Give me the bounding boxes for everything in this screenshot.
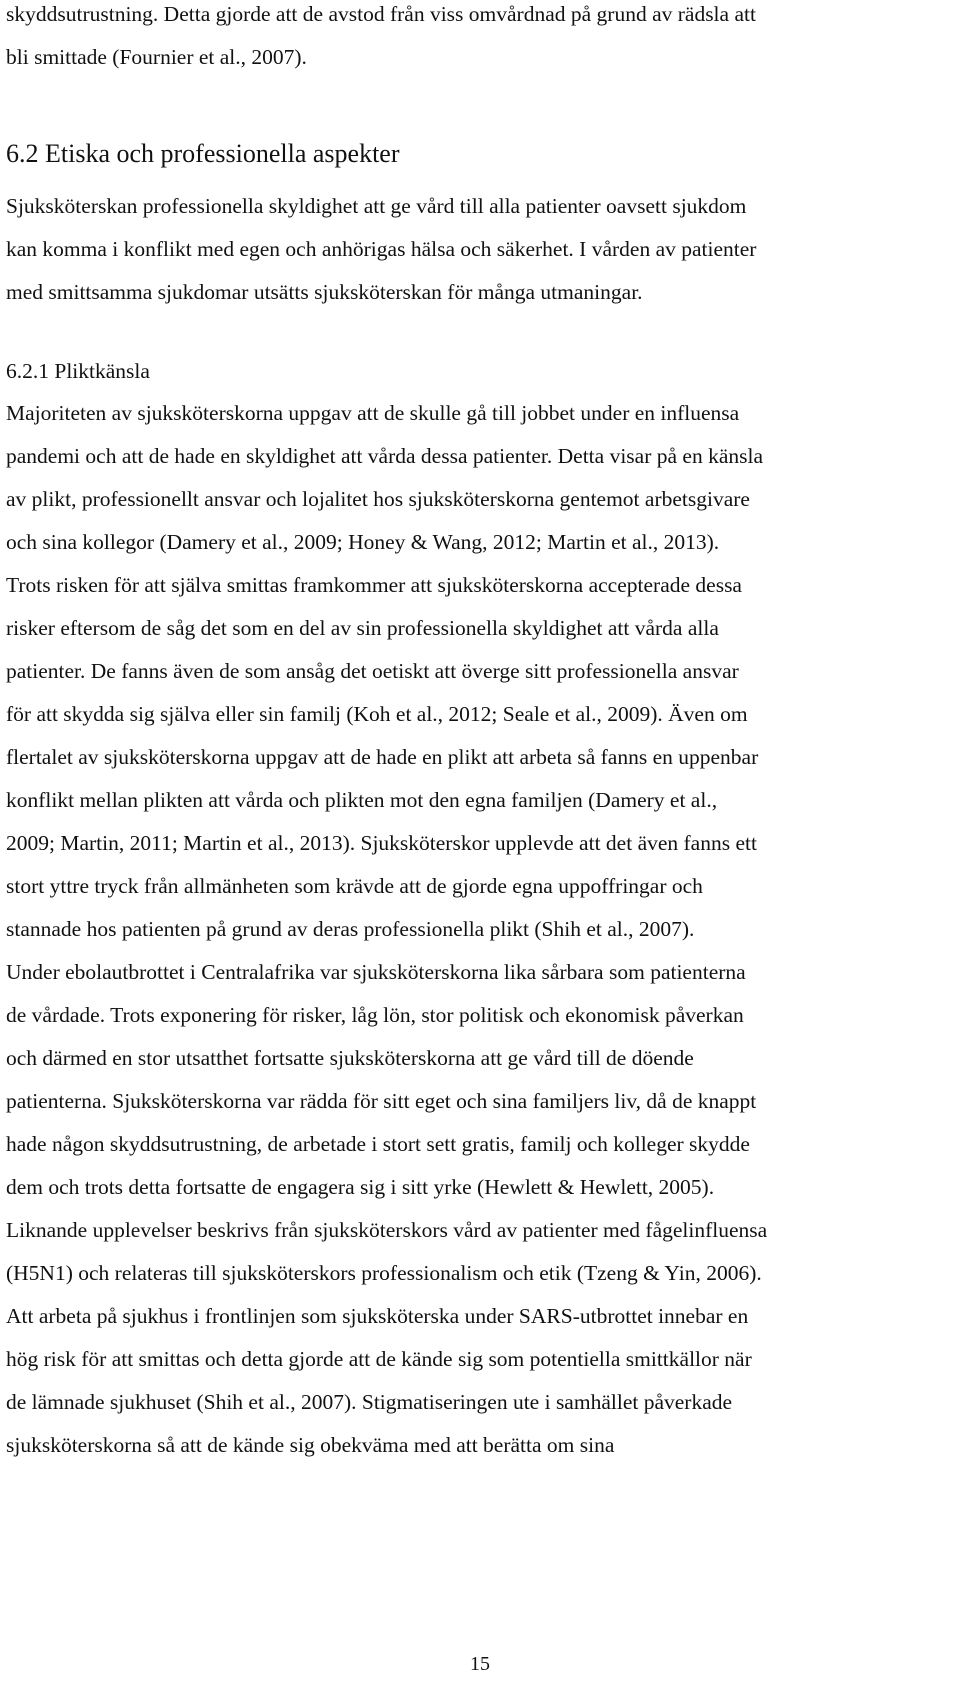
intro-line-2: bli smittade (Fournier et al., 2007). (6, 45, 307, 69)
body-line-24: de lämnade sjukhuset (Shih et al., 2007). Stigmatiseringen ute i samhället påverkade (6, 1390, 733, 1414)
intro-line-1: skyddsutrustning. Detta gjorde att de avstod från viss omvårdnad på grund av rädsla att (6, 2, 756, 26)
body-line-19: dem och trots detta fortsatte de engagera sig i sitt yrke (Hewlett & Hewlett, 2005). (6, 1175, 715, 1199)
body-line-25: sjuksköterskorna så att de kände sig obekväma med att berätta om sina (6, 1433, 615, 1457)
body-line-23: hög risk för att smittas och detta gjorde att de kände sig som potentiella smittkällor när (6, 1347, 752, 1371)
body-line-22: Att arbeta på sjukhus i frontlinjen som sjuksköterska under SARS-utbrottet innebar en (6, 1304, 749, 1328)
body-line-5: Trots risken för att själva smittas framkommer att sjuksköterskorna accepterade dessa (6, 573, 742, 597)
body-line-11: 2009; Martin, 2011; Martin et al., 2013). Sjuksköterskor upplevde att det även fanns ett (6, 831, 757, 855)
subsection-heading: 6.2.1 Pliktkänsla (6, 359, 150, 383)
section-line-1: Sjuksköterskan professionella skyldighet att ge vård till alla patienter oavsett sjukdom (6, 194, 747, 218)
body-line-9: flertalet av sjuksköterskorna uppgav att de hade en plikt att arbeta så fanns en uppenbar (6, 745, 759, 769)
body-line-12: stort yttre tryck från allmänheten som krävde att de gjorde egna uppoffringar och (6, 874, 703, 898)
section-line-2: kan komma i konflikt med egen och anhörigas hälsa och säkerhet. I vården av patienter (6, 237, 757, 261)
body-line-8: för att skydda sig själva eller sin familj (Koh et al., 2012; Seale et al., 2009). Även om (6, 702, 748, 726)
body-line-18: hade någon skyddsutrustning, de arbetade i stort sett gratis, familj och kolleger skydde (6, 1132, 750, 1156)
body-line-7: patienter. De fanns även de som ansåg det oetiskt att överge sitt professionella ansvar (6, 659, 739, 683)
body-line-2: pandemi och att de hade en skyldighet att vårda dessa patienter. Detta visar på en känsla (6, 444, 764, 468)
body-line-17: patienterna. Sjuksköterskorna var rädda för sitt eget och sina familjers liv, då de knappt (6, 1089, 757, 1113)
body-line-6: risker eftersom de såg det som en del av sin professionella skyldighet att vårda alla (6, 616, 719, 640)
body-line-1: Majoriteten av sjuksköterskorna uppgav att de skulle gå till jobbet under en influensa (6, 401, 740, 425)
section-line-3: med smittsamma sjukdomar utsätts sjuksköterskan för många utmaningar. (6, 280, 643, 304)
body-line-13: stannade hos patienten på grund av deras professionella plikt (Shih et al., 2007). (6, 917, 695, 941)
body-line-3: av plikt, professionellt ansvar och lojalitet hos sjuksköterskorna gentemot arbetsgivare (6, 487, 750, 511)
body-line-4: och sina kollegor (Damery et al., 2009; Honey & Wang, 2012; Martin et al., 2013). (6, 530, 720, 554)
body-line-10: konflikt mellan plikten att vårda och plikten mot den egna familjen (Damery et al., (6, 788, 718, 812)
body-line-14: Under ebolautbrottet i Centralafrika var sjuksköterskorna lika sårbara som patienterna (6, 960, 746, 984)
body-line-16: och därmed en stor utsatthet fortsatte sjuksköterskorna att ge vård till de döende (6, 1046, 694, 1070)
page-number: 15 (470, 1653, 490, 1675)
body-line-20: Liknande upplevelser beskrivs från sjuksköterskors vård av patienter med fågelinfluensa (6, 1218, 768, 1242)
section-heading: 6.2 Etiska och professionella aspekter (6, 139, 400, 168)
body-line-21: (H5N1) och relateras till sjuksköterskors professionalism och etik (Tzeng & Yin, 2006). (6, 1261, 762, 1285)
body-line-15: de vårdade. Trots exponering för risker, låg lön, stor politisk och ekonomisk påverkan (6, 1003, 744, 1027)
